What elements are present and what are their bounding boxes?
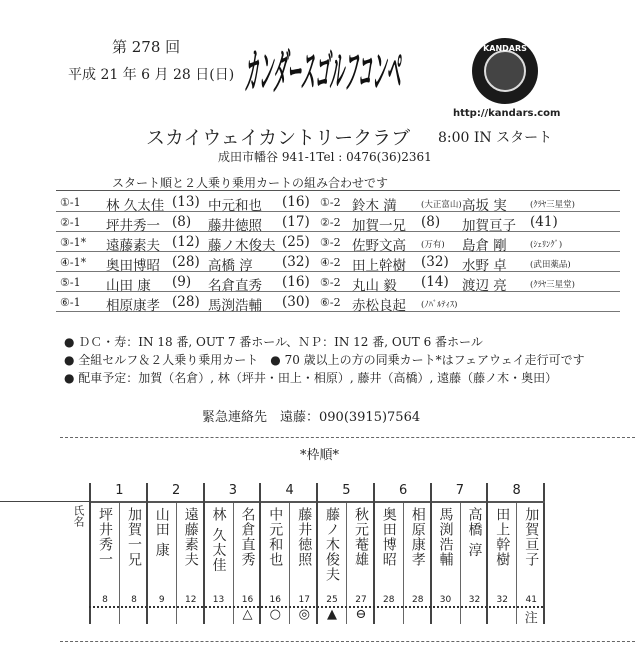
result-mark: ○ <box>269 607 281 622</box>
player-name: 藤ノ木俊夫 <box>324 507 340 582</box>
player-name: 遠藤素夫 <box>182 507 199 567</box>
logo-text: KANDARS <box>483 44 527 53</box>
pairing-row <box>56 211 620 232</box>
group-code: ③-1* <box>60 236 87 249</box>
handicap: 16 <box>269 595 281 605</box>
note-hole-prizes: ● ＤＣ・寿：IN 18 番, OUT 7 番ホール、ＮＰ：IN 12 番, OUT 6 番ホール <box>64 335 483 349</box>
name-label: 氏名 <box>72 505 85 527</box>
group-number: 2 <box>148 483 205 503</box>
handicap: 32 <box>496 595 508 605</box>
handicap: (大正富山) <box>421 200 462 210</box>
group-code: ⑤-1 <box>60 276 81 289</box>
handicap: (25) <box>282 234 310 250</box>
player-name: 坪井秀一 <box>106 218 160 234</box>
player-name: 山田 康 <box>153 507 170 558</box>
group-code: ⑥-2 <box>320 296 341 309</box>
player-name: 丸山 毅 <box>352 278 397 294</box>
handicap: (12) <box>172 234 200 250</box>
group-number: 7 <box>432 483 489 503</box>
handicap: (14) <box>421 274 449 290</box>
bracket-group <box>486 483 545 624</box>
handicap: (ﾉﾊﾞﾙﾃｨｽ) <box>421 300 458 310</box>
player-name: 鈴木 満 <box>352 198 397 214</box>
handicap: (万有) <box>421 240 445 250</box>
divider <box>60 437 635 438</box>
player-name: 高坂 実 <box>462 198 507 214</box>
player-name: 水野 卓 <box>462 258 507 274</box>
handicap: (41) <box>530 214 558 230</box>
pairing-row <box>56 231 620 252</box>
result-mark: △ <box>242 607 253 622</box>
player-name: 加賀亘子 <box>462 218 516 234</box>
pairing-row <box>56 271 620 292</box>
note-carts: ● 全組セルフ＆２人乗り乗用カート ● 70 歳以上の方の同乗カート*はフェアウェイ走行可です <box>64 353 585 367</box>
club-address: 成田市幡谷 941-1Tel : 0476(36)2361 <box>218 150 432 164</box>
player-name: 加賀亘子 <box>523 507 540 567</box>
round-number: 第 278 回 <box>112 38 181 56</box>
handicap: 28 <box>383 595 395 605</box>
note-car-allocation: ● 配車予定：加賀（名倉）, 林（坪井・田上・相原）, 藤井（高橋）, 遠藤（藤ノ木・奥田） <box>64 371 558 385</box>
player-name: 秋元菴雄 <box>353 507 369 567</box>
handicap: 25 <box>326 595 338 605</box>
group-code: ④-1* <box>60 256 87 269</box>
event-date: 平成 21 年 6 月 28 日(日) <box>68 67 235 83</box>
player-name: 奥田博昭 <box>380 507 397 567</box>
group-code: ⑤-2 <box>320 276 341 289</box>
handicap: (8) <box>421 214 441 230</box>
result-mark: ▲ <box>327 607 337 622</box>
handicap: 16 <box>241 595 254 605</box>
bracket-group <box>430 483 489 624</box>
handicap: (13) <box>172 194 200 210</box>
handicap: 41 <box>525 595 537 605</box>
handicap: 13 <box>212 595 225 605</box>
player-name: 田上幹樹 <box>352 258 406 274</box>
handicap: (ｸﾗﾔ三星堂) <box>530 200 575 210</box>
pairing-row <box>56 251 620 272</box>
handicap: (ｸﾗﾔ三星堂) <box>530 280 575 290</box>
handicap: (28) <box>172 294 200 310</box>
player-name: 高橋 淳 <box>466 507 483 558</box>
divider-bottom <box>60 641 635 642</box>
result-mark: ◎ <box>298 607 310 622</box>
handicap: (ｼｪﾘﾝｸﾞ) <box>530 240 563 250</box>
player-name: 中元和也 <box>267 507 284 567</box>
player-name: 馬渕浩輔 <box>437 507 454 567</box>
player-name: 高橋 淳 <box>208 258 253 274</box>
player-name: 加賀一兄 <box>352 218 406 234</box>
player-name: 名倉直秀 <box>208 278 262 294</box>
result-mark: 注 <box>524 611 538 626</box>
label-rule <box>0 501 89 502</box>
player-name: 奥田博昭 <box>106 258 160 274</box>
bracket-group <box>373 483 432 624</box>
handicap: (30) <box>282 294 310 310</box>
player-name: 赤松良起 <box>352 298 406 314</box>
handicap: (17) <box>282 214 310 230</box>
group-code: ②-1 <box>60 216 81 229</box>
player-name: 藤井徳照 <box>296 507 313 567</box>
player-name: 相原康孝 <box>409 507 426 567</box>
pairing-row <box>56 191 620 212</box>
player-name: 山田 康 <box>106 278 151 294</box>
player-name: 加賀一兄 <box>126 507 142 567</box>
player-name: 田上幹樹 <box>494 507 511 567</box>
club-name: スカイウェイカントリークラブ <box>146 127 411 149</box>
player-name: 中元和也 <box>208 198 262 214</box>
start-time: 8:00 IN スタート <box>438 130 553 146</box>
player-name: 林 久太佳 <box>210 507 227 573</box>
player-name: 坪井秀一 <box>97 507 113 567</box>
player-name: 佐野文高 <box>352 238 406 254</box>
handicap: (32) <box>421 254 449 270</box>
player-name: 林 久太佳 <box>106 198 165 214</box>
handicap: 28 <box>412 595 424 605</box>
handicap: (32) <box>282 254 310 270</box>
group-code: ⑥-1 <box>60 296 81 309</box>
player-name: 馬渕浩輔 <box>208 298 262 314</box>
group-code: ②-2 <box>320 216 341 229</box>
player-name: 遠藤素夫 <box>106 238 160 254</box>
website-url[interactable]: http://kandars.com <box>453 108 561 119</box>
bracket-table <box>89 483 545 624</box>
handicap: (28) <box>172 254 200 270</box>
bracket-group <box>316 483 375 624</box>
handicap: 8 <box>131 595 137 605</box>
player-name: 相原康孝 <box>106 298 160 314</box>
handicap: (9) <box>172 274 192 290</box>
bracket-group <box>259 483 318 624</box>
waku-title: *枠順* <box>300 448 340 463</box>
bracket-group <box>146 483 205 624</box>
group-number: 4 <box>261 483 318 503</box>
bracket-group <box>203 483 262 624</box>
event-title: カンダースゴルフコンペ <box>242 44 406 100</box>
handicap: 17 <box>298 595 310 605</box>
group-code: ①-2 <box>320 196 341 209</box>
handicap: 8 <box>102 595 108 605</box>
group-number: 8 <box>488 483 545 503</box>
player-name: 藤ノ木俊夫 <box>208 238 276 254</box>
handicap: (16) <box>282 194 310 210</box>
handicap: (8) <box>172 214 192 230</box>
bracket-group <box>89 483 148 624</box>
handicap: (16) <box>282 274 310 290</box>
pairing-row <box>56 291 620 312</box>
handicap: 30 <box>439 595 452 605</box>
kandars-logo <box>472 38 538 104</box>
group-code: ④-2 <box>320 256 341 269</box>
handicap: (武田薬品) <box>530 260 571 270</box>
player-name: 島倉 剛 <box>462 238 507 254</box>
group-number: 6 <box>375 483 432 503</box>
group-code: ①-1 <box>60 196 81 209</box>
handicap: 9 <box>158 595 165 605</box>
handicap: 12 <box>185 595 197 605</box>
player-name: 渡辺 亮 <box>462 278 507 294</box>
result-mark: ⊖ <box>355 607 367 622</box>
group-number: 3 <box>205 483 262 503</box>
group-number: 5 <box>318 483 375 503</box>
handicap-divider <box>89 606 543 608</box>
player-name: 藤井徳照 <box>208 218 262 234</box>
group-number: 1 <box>91 483 148 503</box>
handicap: 27 <box>355 595 367 605</box>
player-name: 名倉直秀 <box>239 507 256 567</box>
pairings-intro: スタート順と２人乗り乗用カートの組み合わせです <box>112 176 389 190</box>
handicap: 32 <box>468 595 481 605</box>
emergency-contact: 緊急連絡先 遠藤：090(3915)7564 <box>202 410 421 425</box>
group-code: ③-2 <box>320 236 341 249</box>
